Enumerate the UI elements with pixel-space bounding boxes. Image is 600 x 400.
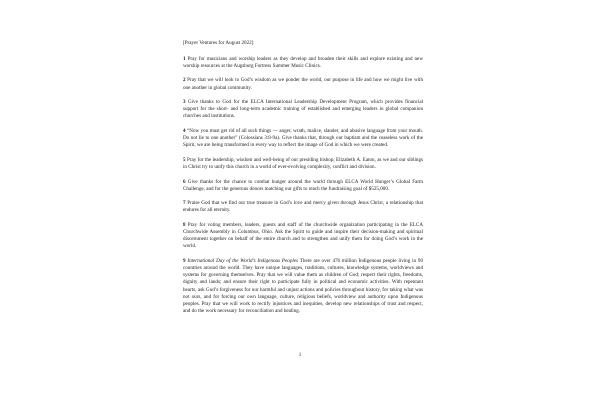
prayer-paragraph-body: Pray that we will look to God’s wisdom as we ponder the world, our purpose in life and how we might live with one another in global community. [183, 77, 423, 91]
document-header: [Prayer Ventures for August 2022] [183, 40, 254, 46]
prayer-paragraph [183, 157, 423, 171]
prayer-paragraph-body: Pray for voting members, leaders, guests and staff of the churchwide organization participating in the ELCA Churchwide Assembly in Columbus, Ohio. Ask the Spirit to guide and inspire their decision-making and spiritual discernment together on behalf of the entire church and to strengthen and unify them for doing God’s work in the world. [183, 221, 423, 250]
prayer-paragraph-number: 7 [183, 200, 186, 207]
prayer-paragraph [183, 99, 423, 120]
prayer-paragraph-body: Pray for musicians and worship leaders as they develop and broaden their skills and explore existing and new worship resources at the Augsburg Fortress Summer Music Clinics. [183, 55, 423, 69]
prayer-paragraph-number: 8 [183, 221, 186, 228]
prayer-paragraph [183, 222, 423, 251]
prayer-paragraph [183, 128, 423, 149]
prayer-paragraph-number: 2 [183, 77, 186, 84]
prayer-paragraph-number: 6 [183, 178, 186, 185]
prayer-paragraph-body: Give thanks to God for the ELCA International Leadership Development Program, which provides financial support for the short- and long-term academic training of established and emerging leaders in global companion churches and institutions. [183, 99, 423, 120]
prayer-paragraph-body: Praise God that we find our true treasure in God’s love and mercy given through Jesus Christ, a relationship that endures for all eternity. [183, 200, 423, 214]
prayer-paragraph [183, 200, 423, 214]
prayer-paragraph-number: 4 [183, 127, 186, 134]
page-number: 1 [298, 352, 302, 358]
prayer-paragraph [183, 77, 423, 91]
prayer-paragraph-number: 9 [183, 257, 186, 264]
prayer-paragraph-number: 1 [183, 55, 186, 62]
prayer-paragraph-body: “Now you must get rid of all such things — anger, wrath, malice, slander, and abusive language from your mouth. Do not lie to one another” (Colossians 3:8-9a). Give thanks that, through our baptism and the ceaseless work of the Spirit, we are being transformed in every way to reflect the image of God in which we were created. [183, 127, 423, 149]
document-text-column [183, 40, 423, 315]
prayer-paragraph-number: 5 [183, 156, 186, 163]
prayer-paragraph-observance: International Day of the World’s Indigenous Peoples [187, 257, 299, 264]
prayer-paragraph-body: There are over 476 million Indigenous people living in 90 countries around the world. They have unique languages, traditions, cultures, knowledge systems, worldviews and systems for governing themselves. Pray that we will value them as children of God; respect their rights, freedoms, dignity and lands; and ensure their right to participate fully in political and economic activities. With repentant hearts, ask God’s forgiveness for our harmful and unjust actions and policies throughout history, for taking what was not ours, and for forcing our own language, culture, religious beliefs, worldview and authority upon Indigenous peoples. Pray that we will work to rectify injustices and inequities, develop new relationships of trust and respect, and do the work necessary for reconciliation and healing. [183, 257, 423, 315]
prayer-paragraph [183, 56, 423, 70]
prayer-paragraph-number: 3 [183, 99, 186, 106]
prayer-paragraph-list [183, 56, 423, 316]
prayer-paragraph-body: Pray for the leadership, wisdom and well-being of our presiding bishop, Elizabeth A. Eaton, as we and our siblings in Christ try to unify this church in a world of ever-evolving complexity, conflict and division. [183, 156, 423, 170]
prayer-paragraph [183, 258, 423, 315]
prayer-paragraph-body: Give thanks for the chance to combat hunger around the world through ELCA World Hunger’s Global Farm Challenge, and for the generous donors matching our gifts to reach the fundraising goal of $525,000. [183, 178, 423, 192]
prayer-paragraph [183, 179, 423, 193]
